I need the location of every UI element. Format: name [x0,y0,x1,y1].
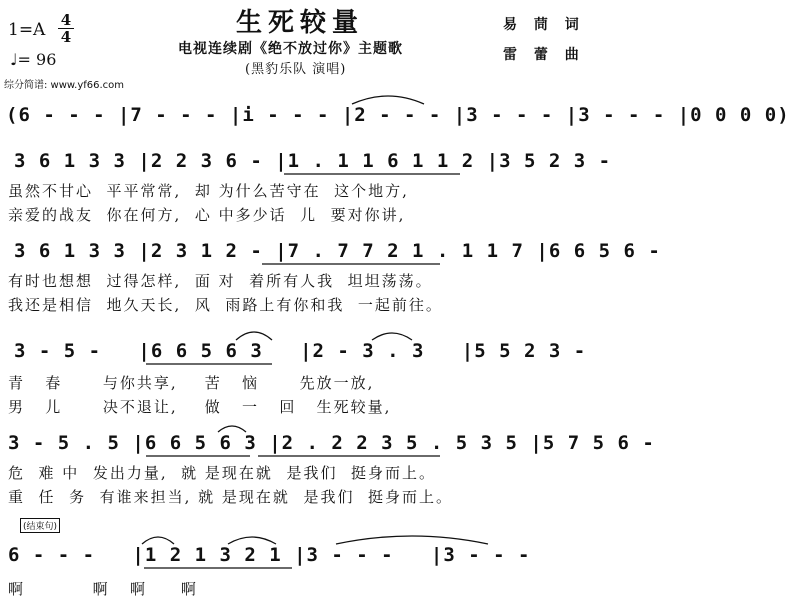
score-line-5-lyric-1: 危 难 中 发出力量, 就 是现在就 是我们 挺身而上。 [8,464,436,482]
score-line-1-notes: (6 - - - |7 - - - |i - - - |2 - - - |3 - - - |3 - - - |0 0 0 0) [6,104,790,126]
slur-group [142,96,488,544]
score-line-4-lyric-2: 男 儿 决不退让, 做 一 回 生死较量, [8,398,392,416]
source-label: 综分简谱: www.yf66.com [4,80,125,91]
score-line-3-lyric-2: 我还是相信 地久天长, 风 雨路上有你和我 一起前往。 [8,296,443,314]
performer-credit: (黑豹乐队 演唱) [245,62,347,77]
slur-arc [372,333,412,340]
key-signature: 1=A [8,20,46,40]
slur-arc [218,426,246,432]
lyricist-credit: 易 茼 词 [503,17,585,33]
tie-arc [336,536,488,544]
slur-arc [236,332,272,340]
time-signature-bottom: 4 [58,28,74,45]
score-line-2-lyric-2: 亲爱的战友 你在何方, 心 中多少话 儿 要对你讲, [8,206,406,224]
score-line-4-lyric-1: 青 春 与你共享, 苦 恼 先放一放, [8,374,375,392]
score-line-3-lyric-1: 有时也想想 过得怎样, 面 对 着所有人我 坦坦荡荡。 [8,272,433,290]
tempo-marking: ♩= 96 [10,50,57,69]
score-line-2-lyric-1: 虽然不甘心 平平常常, 却 为什么苦守在 这个地方, [8,182,409,200]
underline-group [144,174,460,568]
song-subtitle: 电视连续剧《绝不放过你》主题歌 [178,41,403,57]
ending-marker: (结束句) [20,518,60,533]
song-title: 生死较量 [235,8,364,38]
score-line-6-notes: 6 - - - |1 2 1 3 2 1 |3 - - - |3 - - - [8,544,531,566]
tie-arc [352,96,424,104]
score-line-2-notes: 3 6 1 3 3 |2 2 3 6 - |1 . 1 1 6 1 1 2 |3 5 2 3 - [14,150,612,172]
score-line-5-lyric-2: 重 任 务 有谁来担当, 就 是现在就 是我们 挺身而上。 [8,488,453,506]
score-line-6-lyric-1: 啊 啊 啊 啊 [8,580,198,598]
slur-arc [142,537,174,544]
time-signature-top: 4 [60,11,72,29]
slur-arc [228,537,276,544]
score-line-5-notes: 3 - 5 . 5 |6 6 5 6 3 |2 . 2 2 3 5 . 5 3 5 |5 7 5 6 - [8,432,655,454]
composer-credit: 雷 蕾 曲 [503,47,585,63]
score-line-4-notes: 3 - 5 - |6 6 5 6 3 |2 - 3 . 3 |5 5 2 3 - [14,340,587,362]
score-line-3-notes: 3 6 1 3 3 |2 3 1 2 - |7 . 7 7 2 1 . 1 1 7 |6 6 5 6 - [14,240,661,262]
